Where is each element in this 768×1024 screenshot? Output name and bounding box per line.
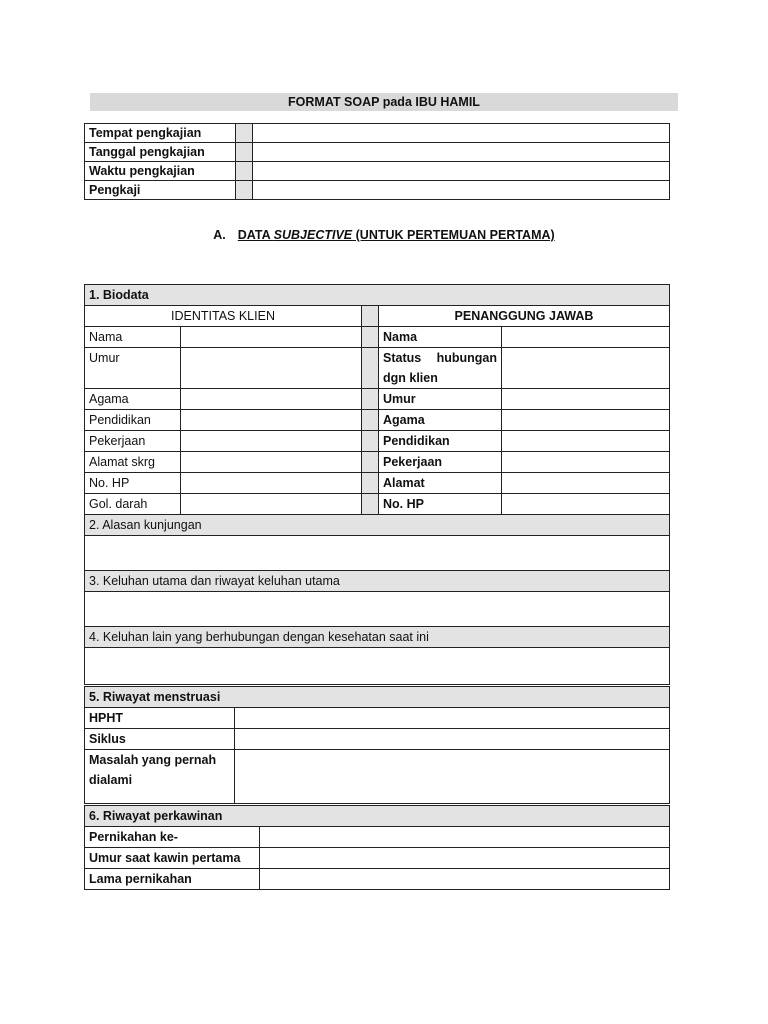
info-value-field[interactable]: [253, 181, 670, 200]
keluhan-lain-header: 4. Keluhan lain yang berhubungan dengan kesehatan saat ini: [85, 627, 670, 648]
perkawinan-label: Pernikahan ke-: [85, 827, 260, 848]
perkawinan-label: Umur saat kawin pertama: [85, 848, 260, 869]
pj-field[interactable]: [502, 348, 670, 389]
menstruasi-header: 5. Riwayat menstruasi: [85, 687, 670, 708]
pj-field[interactable]: [502, 410, 670, 431]
perkawinan-table: [84, 805, 670, 890]
klien-field[interactable]: [181, 473, 362, 494]
menstruasi-field[interactable]: [235, 750, 670, 804]
perkawinan-field[interactable]: [260, 827, 670, 848]
info-value-field[interactable]: [253, 162, 670, 181]
klien-label: Alamat skrg: [85, 452, 181, 473]
alasan-kunjungan-header: 2. Alasan kunjungan: [85, 515, 670, 536]
pj-field[interactable]: [502, 494, 670, 515]
klien-field[interactable]: [181, 494, 362, 515]
klien-label: Nama: [85, 327, 181, 348]
pj-label: Nama: [379, 327, 502, 348]
klien-label: No. HP: [85, 473, 181, 494]
menstruasi-table: [84, 686, 670, 804]
pj-label: Status hubungan dgn klien: [379, 348, 502, 389]
pj-label: Pekerjaan: [379, 452, 502, 473]
pj-field[interactable]: [502, 473, 670, 494]
biodata-header: 1. Biodata: [85, 285, 670, 306]
perkawinan-field[interactable]: [260, 848, 670, 869]
info-label: Pengkaji: [85, 181, 236, 200]
klien-field[interactable]: [181, 327, 362, 348]
klien-field[interactable]: [181, 410, 362, 431]
info-label: Tanggal pengkajian: [85, 143, 236, 162]
klien-field[interactable]: [181, 389, 362, 410]
identitas-klien-title: IDENTITAS KLIEN: [85, 306, 362, 327]
section-a-italic: SUBJECTIVE: [273, 228, 353, 242]
keluhan-utama-field[interactable]: [85, 592, 670, 627]
main-table: [84, 284, 670, 685]
pj-label: Agama: [379, 410, 502, 431]
alasan-kunjungan-field[interactable]: [85, 536, 670, 571]
pj-label: Pendidikan: [379, 431, 502, 452]
menstruasi-field[interactable]: [235, 708, 670, 729]
klien-label: Umur: [85, 348, 181, 389]
klien-field[interactable]: [181, 431, 362, 452]
info-label: Tempat pengkajian: [85, 124, 236, 143]
pj-field[interactable]: [502, 431, 670, 452]
pj-label: Alamat: [379, 473, 502, 494]
perkawinan-label: Lama pernikahan: [85, 869, 260, 890]
pj-field[interactable]: [502, 452, 670, 473]
pj-field[interactable]: [502, 389, 670, 410]
section-a-prefix: DATA: [237, 228, 274, 242]
info-value-field[interactable]: [253, 124, 670, 143]
info-table: [84, 123, 670, 200]
section-a-heading: [0, 228, 768, 242]
perkawinan-header: 6. Riwayat perkawinan: [85, 806, 670, 827]
klien-field[interactable]: [181, 452, 362, 473]
klien-label: Agama: [85, 389, 181, 410]
section-a-number: A.: [213, 228, 226, 242]
menstruasi-label: Siklus: [85, 729, 235, 750]
info-label: Waktu pengkajian: [85, 162, 236, 181]
penanggung-jawab-title: PENANGGUNG JAWAB: [379, 306, 670, 327]
klien-label: Pekerjaan: [85, 431, 181, 452]
form-title: FORMAT SOAP pada IBU HAMIL: [90, 93, 678, 111]
keluhan-lain-field[interactable]: [85, 648, 670, 685]
perkawinan-field[interactable]: [260, 869, 670, 890]
klien-label: Pendidikan: [85, 410, 181, 431]
klien-label: Gol. darah: [85, 494, 181, 515]
menstruasi-field[interactable]: [235, 729, 670, 750]
info-value-field[interactable]: [253, 143, 670, 162]
pj-field[interactable]: [502, 327, 670, 348]
section-a-suffix: (UNTUK PERTEMUAN PERTAMA): [352, 228, 555, 242]
menstruasi-label: Masalah yang pernah dialami: [85, 750, 235, 804]
pj-label: No. HP: [379, 494, 502, 515]
keluhan-utama-header: 3. Keluhan utama dan riwayat keluhan utama: [85, 571, 670, 592]
menstruasi-label: HPHT: [85, 708, 235, 729]
pj-label: Umur: [379, 389, 502, 410]
klien-field[interactable]: [181, 348, 362, 389]
